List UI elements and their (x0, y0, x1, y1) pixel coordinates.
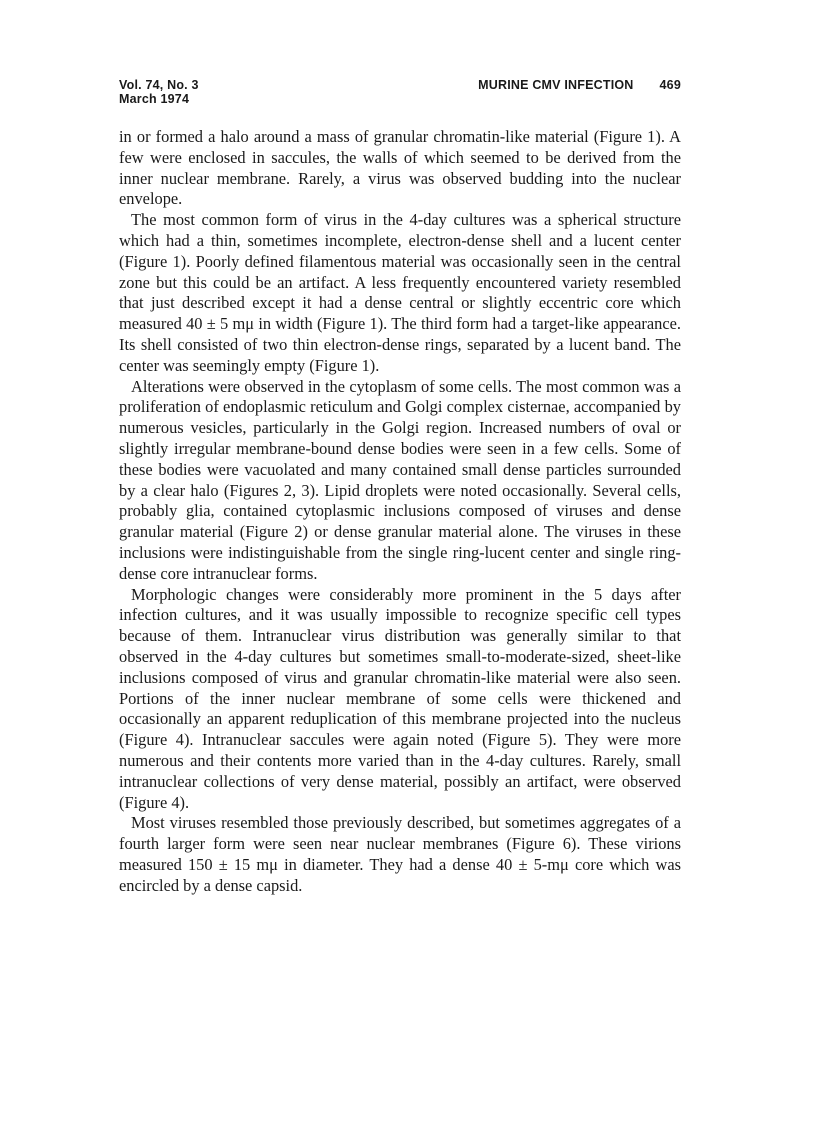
issue-info (119, 78, 199, 106)
article-body (119, 127, 681, 896)
volume-number: Vol. 74, No. 3 (119, 78, 199, 92)
paragraph-morphologic-changes: Morphologic changes were considerably more prominent in the 5 days after infection cultures, and it was usually impossible to recognize specific cell types because of them. Intranuclear virus distribution was generally similar to that observed in the 4-day cultures but sometimes small-to-moderate-sized, sheet-like inclusions composed of virus and granular chromatin-like material were also seen. Portions of the inner nuclear membrane of some cells were thickened and occasionally an apparent reduplication of this membrane projected into the nucleus (Figure 4). Intranuclear saccules were again noted (Figure 5). They were more numerous and their contents more varied than in the 4-day cultures. Rarely, small intranuclear collections of very dense material, possibly an artifact, were observed (Figure 4). (119, 584, 681, 812)
paragraph-continued: in or formed a halo around a mass of granular chromatin-like material (Figure 1). A few were enclosed in saccules, the walls of which seemed to be derived from the inner nuclear membrane. Rarely, a virus was observed budding into the nuclear envelope. (119, 127, 681, 209)
page-header (119, 78, 681, 112)
journal-page (119, 78, 681, 896)
running-title: MURINE CMV INFECTION (478, 78, 634, 92)
header-right (478, 78, 681, 92)
page-number: 469 (659, 78, 681, 92)
paragraph-virus-forms: The most common form of virus in the 4-day cultures was a spherical structure which had a thin, sometimes incomplete, electron-dense shell and a lucent center (Figure 1). Poorly defined filamentous material was occasionally seen in the central zone but this could be an artifact. A less frequently encountered variety resembled that just described except it had a dense central or slightly eccentric core which measured 40 ± 5 mμ in width (Figure 1). The third form had a target-like appearance. Its shell consisted of two thin electron-dense rings, separated by a lucent band. The center was seemingly empty (Figure 1). (119, 210, 681, 375)
paragraph-cytoplasm-alterations: Alterations were observed in the cytoplasm of some cells. The most common was a proliferation of endoplasmic reticulum and Golgi complex cisternae, accompanied by numerous vesicles, particularly in the Golgi region. Increased numbers of oval or slightly irregular membrane-bound dense bodies were seen in a few cells. Some of these bodies were vacuolated and many contained small dense particles surrounded by a clear halo (Figures 2, 3). Lipid droplets were noted occasionally. Several cells, probably glia, contained cytoplasmic inclusions composed of viruses and dense granular material (Figure 2) or dense granular material alone. The viruses in these inclusions were indistinguishable from the single ring-lucent center and single ring-dense core intranuclear forms. (119, 376, 681, 583)
paragraph-fourth-form: Most viruses resembled those previously described, but sometimes aggregates of a fourth larger form were seen near nuclear membranes (Figure 6). These virions measured 150 ± 15 mμ in diameter. They had a dense 40 ± 5-mμ core which was encircled by a dense capsid. (119, 813, 681, 895)
issue-date: March 1974 (119, 92, 190, 106)
